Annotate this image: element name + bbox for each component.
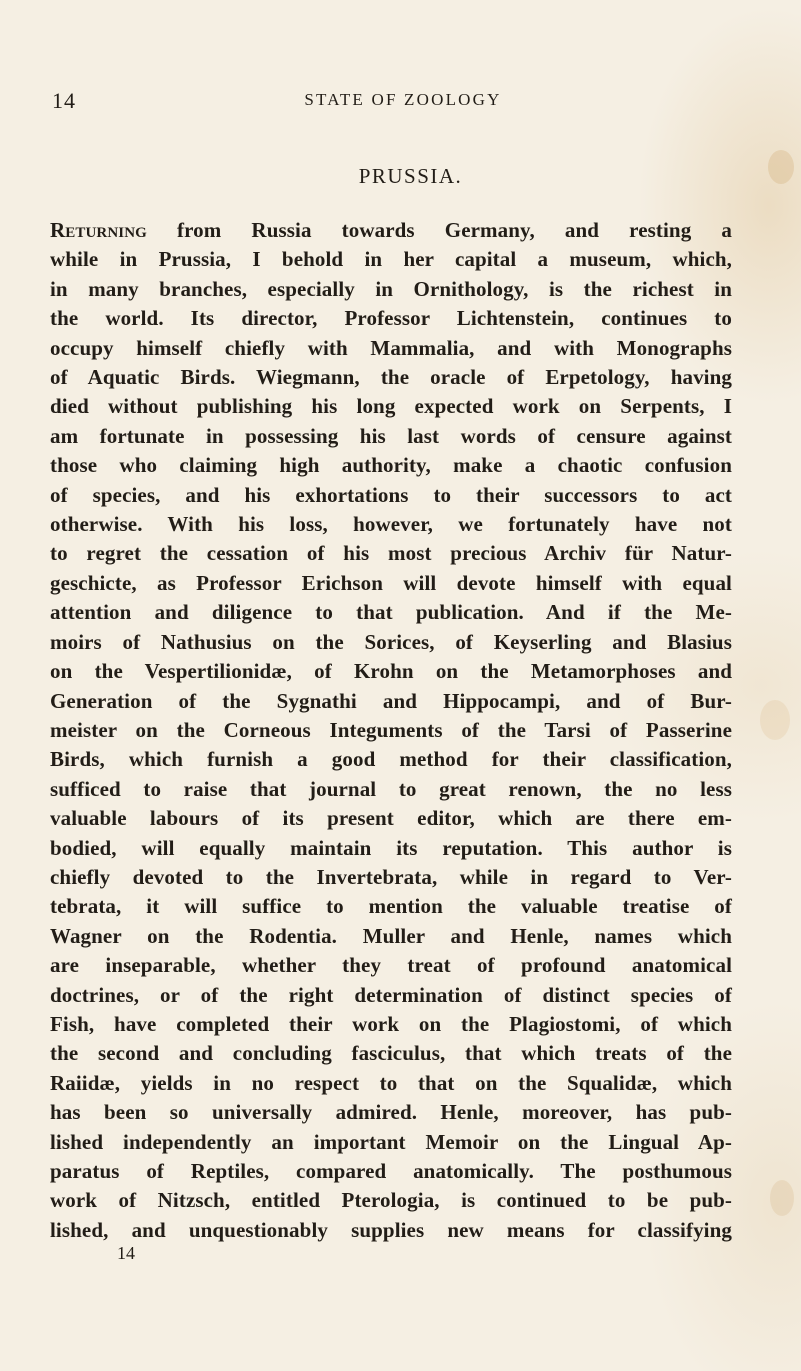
text-line: of species, and his exhortations to their successors to act [50, 482, 732, 507]
section-title: PRUSSIA. [358, 164, 463, 188]
text-line: Raiidæ, yields in no respect to that on the Squalidæ, which [50, 1070, 732, 1095]
text-line: work of Nitzsch, entitled Pterologia, is continued to be pub- [50, 1188, 732, 1213]
text-line: while in Prussia, I behold in her capital a museum, which, [50, 247, 732, 272]
text-line: am fortunate in possessing his last words of censure against [50, 423, 732, 448]
text-line: otherwise. With his loss, however, we fortunately have not [50, 512, 732, 537]
text-line: Fish, have completed their work on the Plagiostomi, of which [50, 1011, 732, 1036]
text-line: lished independently an important Memoir on the Lingual Ap- [50, 1129, 732, 1154]
text-line: the second and concluding fasciculus, that which treats of the [50, 1041, 732, 1066]
text-line: moirs of Nathusius on the Sorices, of Keyserling and Blasius [50, 629, 732, 654]
text-line: Wagner on the Rodentia. Muller and Henle, names which [50, 923, 732, 948]
running-head [52, 88, 734, 118]
text-line: Returning from Russia towards Germany, and resting a [50, 218, 732, 242]
text-line: to regret the cessation of his most precious Archiv für Natur- [50, 541, 732, 566]
text-line: Birds, which furnish a good method for their classification, [50, 747, 732, 772]
text-line: geschicte, as Professor Erichson will devote himself with equal [50, 570, 732, 595]
text-line: has been so universally admired. Henle, moreover, has pub- [50, 1100, 732, 1125]
text-line: are inseparable, whether they treat of profound anatomical [50, 953, 732, 978]
text-line: those who claiming high authority, make a chaotic confusion [50, 453, 732, 478]
text-line: doctrines, or of the right determination of distinct species of [50, 982, 732, 1007]
text-line: bodied, will equally maintain its reputation. This author is [50, 835, 732, 860]
text-line: died without publishing his long expected work on Serpents, I [50, 394, 732, 419]
text-line: occupy himself chiefly with Mammalia, and with Monographs [50, 335, 732, 360]
page-number-bottom: 14 [117, 1243, 135, 1263]
paper-stain [770, 1180, 794, 1216]
text-line: sufficed to raise that journal to great renown, the no less [50, 776, 732, 801]
paper-stain [760, 700, 790, 740]
text-line: tebrata, it will suffice to mention the valuable treatise of [50, 894, 732, 919]
text-line: the world. Its director, Professor Lichtenstein, continues to [50, 306, 732, 331]
text-line: chiefly devoted to the Invertebrata, while in regard to Ver- [50, 864, 732, 889]
running-title: STATE OF ZOOLOGY [304, 90, 502, 109]
page-number-top: 14 [52, 88, 76, 113]
body-text [50, 216, 732, 1245]
text-line: valuable labours of its present editor, which are there em- [50, 806, 732, 831]
text-line: paratus of Reptiles, compared anatomically. The posthumous [50, 1159, 732, 1183]
text-line: in many branches, especially in Ornithology, is the richest in [50, 276, 732, 301]
lead-word: Returning [50, 218, 147, 242]
text-line: on the Vespertilionidæ, of Krohn on the Metamorphoses and [50, 659, 732, 684]
text-line: Generation of the Sygnathi and Hippocampi, and of Bur- [50, 688, 732, 713]
text-line: attention and diligence to that publication. And if the Me- [50, 600, 732, 625]
text-line: meister on the Corneous Integuments of the Tarsi of Passerine [50, 717, 732, 742]
text-line: lished, and unquestionably supplies new means for classifying [50, 1217, 732, 1242]
text-line: of Aquatic Birds. Wiegmann, the oracle of Erpetology, having [50, 365, 732, 390]
